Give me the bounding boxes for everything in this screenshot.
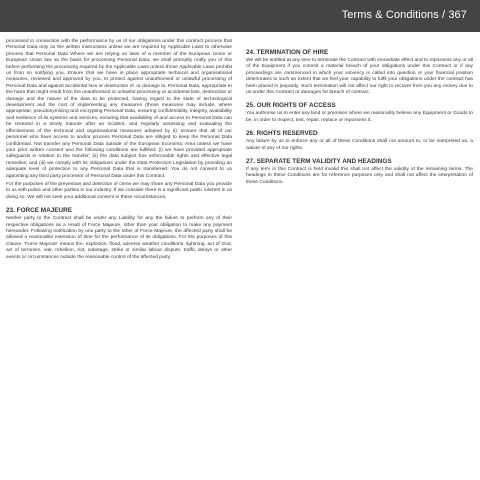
section-heading-termination: 24. TERMINATION OF HIRE xyxy=(246,49,329,56)
section-text-access: You authorise us to enter any land or premises where we reasonably believe any Equipment or Goods to be, in order to inspect, test, repair, replace or repossess it. xyxy=(246,111,473,123)
right-column xyxy=(246,49,473,188)
page-title: Terms & Conditions / 367 xyxy=(341,9,467,21)
section-text-force-majeure: Neither party to the Contract shall be under any Liability for any the failure to perform any of their respective obligations as a result of Force Majeure, other than your obligation to make any payment hereunder. Following notification by one party to the other of Force Majeure, the affected party shall be allowed a reasonable extension of time for the performance of its obligations. For the purposes of this Clause, 'Force Majeure' means fire, explosion, flood, adverse weather conditions, lightning, act of God, act of terrorism, war, rebellion, riot, sabotage, strike or similar labour dispute, traffic delays or other events or circumstances outside the reasonable control of the affected party. xyxy=(6,216,232,260)
page-header xyxy=(0,0,480,32)
body-paragraph: For the purposes of the prevention and detection of crime we may share any Personal Data you provide to us with police and other parties in our industry. If we consider there is a significant public interest in us doing so. We will not seek your additional consent in these circumstances. xyxy=(6,181,232,200)
section-heading-rights-reserved: 26. RIGHTS RESERVED xyxy=(246,130,318,138)
section-text-rights-reserved: Any failure by us to enforce any or all of these Conditions shall not amount to, or be interpreted as, a waiver of any of our rights. xyxy=(246,139,473,151)
section-heading-validity: 27. SEPARATE TERM VALIDITY AND HEADINGS xyxy=(246,158,392,166)
section-text-validity: If any term in this Contract is held invalid this shall not affect the validity of the remaining terms. The headings in these Conditions are for reference purposes only and shall not affect the interpretation of these Conditions. xyxy=(246,167,473,185)
left-column xyxy=(6,39,232,263)
section-heading-access: 25. OUR RIGHTS OF ACCESS xyxy=(246,102,336,110)
section-heading-force-majeure: 23. FORCE MAJEURE xyxy=(6,207,73,215)
section-text-termination: We will be entitled at any time to terminate the Contract with immediate effect and to repossess any or all of the Equipment if you commit a material breach of your obligations under this Contract or if any proceedings are commenced in which your solvency is called into question or your financial position deteriorates to such an extent that we feel your capability to fulfil your obligations under the contract has been placed in jeopardy. Such termination will not affect our right to recover from you any money due to us under this Contract or damages for breach of contract. xyxy=(246,58,473,96)
body-paragraph: processed in connection with the performance by us of our obligations under this contract process that Personal Data only on the written instructions unless we are required by Applicable Laws to otherwise process that Personal Data Where we are relying on laws of a member of the European Union or European Union law as the basis for processing Personal Data, we shall promptly notify you of this before performing the processing required by the Applicable Laws unless those Applicable Laws prohibit us from so notifying you. Ensure that we have in place appropriate technical and organisational measures, reviewed and approved by you, to protect against unauthorised or unlawful processing of Personal Data and against accidental loss or destruction of, or damage to, Personal Data, appropriate to the harm that might result from the unauthorised or unlawful processing or accidental loss, destruction or damage and the nature of the data to be protected, having regard to the state of technological development and the cost of implementing any measures (those measures may include, where appropriate, pseudonymising and encrypting Personal Data, ensuring confidentiality, integrity, availability and resilience of its systems and services, ensuring that availability of and access to Personal Data can be restored in a timely manner after an incident, and regularly assessing and evaluating the effectiveness of the technical and organisational measures adopted by it). Ensure that all of our personnel who have access to and/or process Personal Data are obliged to keep the Personal Data confidential. Not transfer any Personal Data outside of the European Economic Area unless we have your prior written consent and the following conditions are fulfilled: (i) we have provided appropriate safeguards in relation to the transfer; (ii) the data subject has enforceable rights and effective legal remedies; and (iii) we comply with its obligations under the Data Protection Legislation by providing an adequate level of protection to any Personal Data that is transferred. You do not consent to us appointing any third party processor of Personal Data under this Contract. xyxy=(6,39,232,179)
